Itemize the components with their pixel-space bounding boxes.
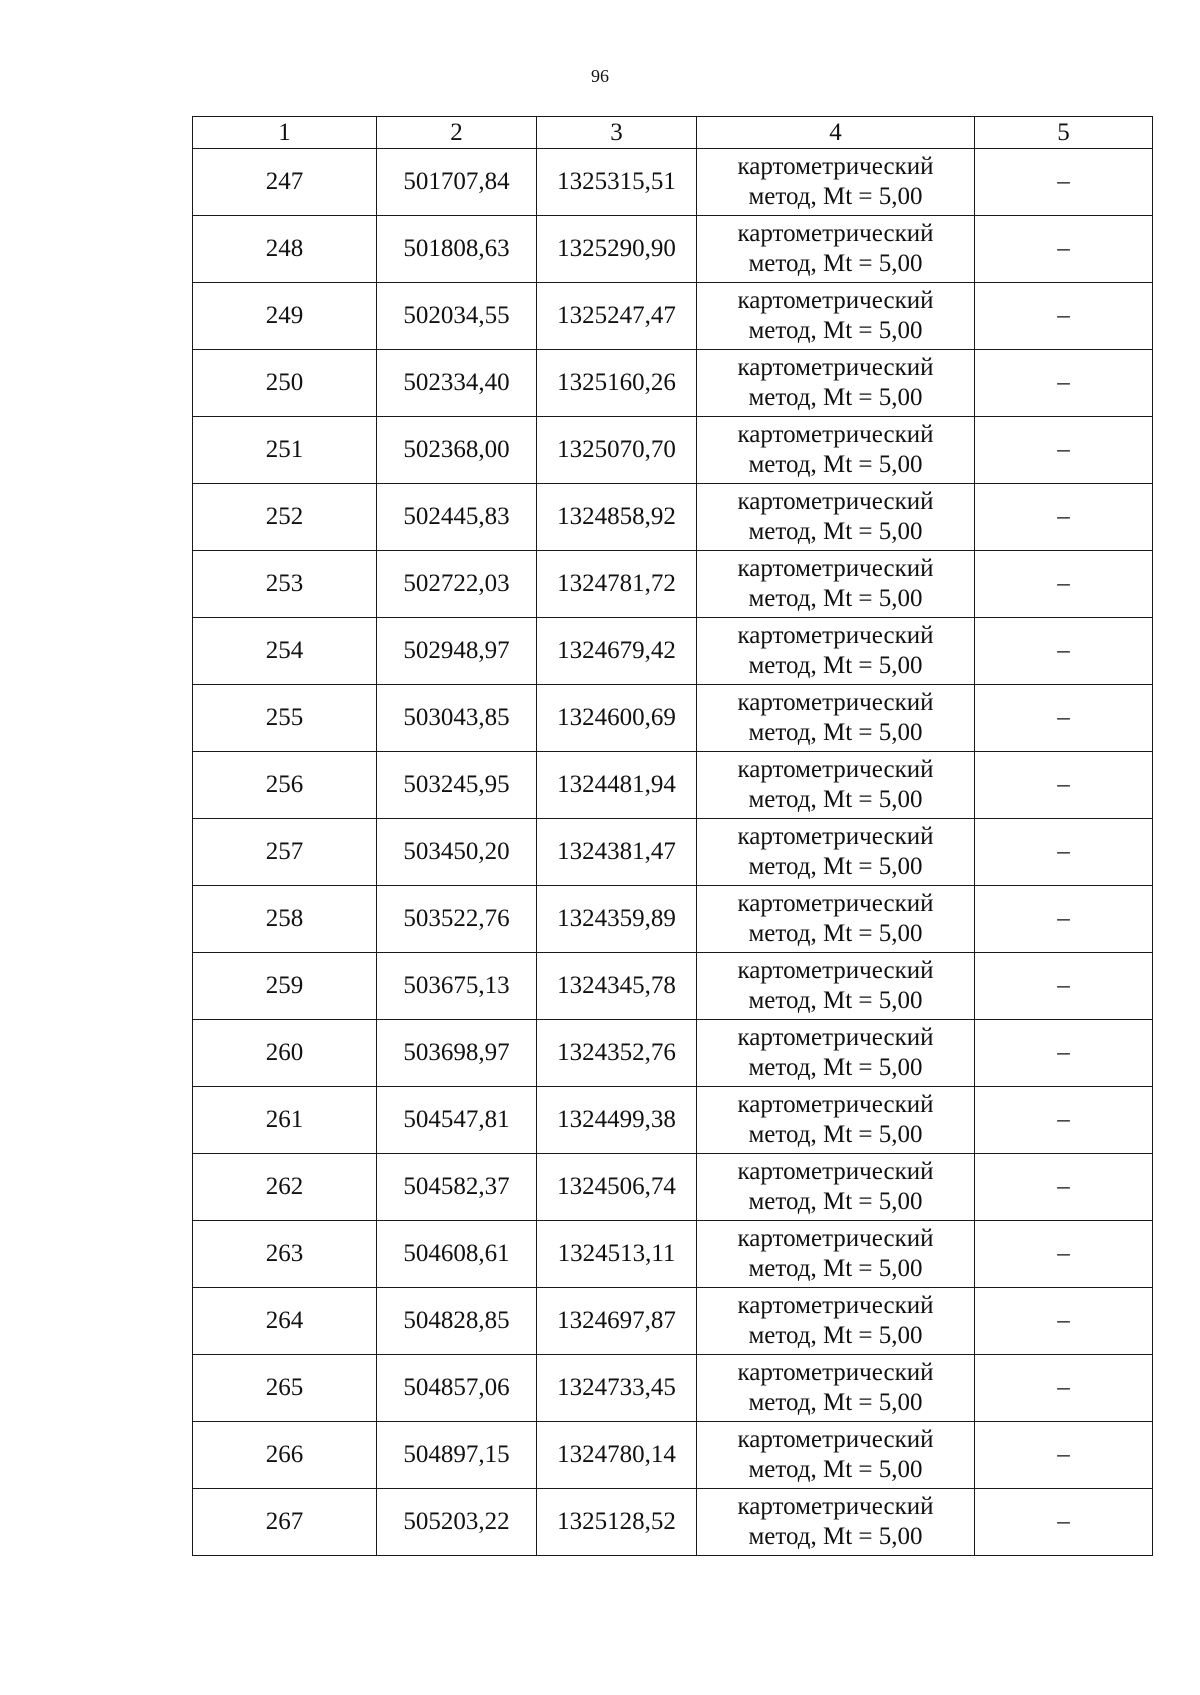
method-line-1: картометрический — [737, 220, 934, 247]
y-coordinate-cell: 1325128,52 — [537, 1489, 697, 1556]
x-coordinate-cell: 501808,63 — [377, 216, 537, 283]
method-line-1: картометрический — [737, 488, 934, 515]
y-coordinate-cell: 1324697,87 — [537, 1288, 697, 1355]
table-row — [193, 216, 1153, 283]
method-line-1: картометрический — [737, 153, 934, 180]
method-line-2: метод, Mt = 5,00 — [748, 317, 923, 344]
method-line-1: картометрический — [737, 689, 934, 716]
y-coordinate-cell: 1324600,69 — [537, 685, 697, 752]
table-row — [193, 484, 1153, 551]
point-number-cell: 263 — [193, 1221, 377, 1288]
table-row — [193, 1087, 1153, 1154]
method-line-2: метод, Mt = 5,00 — [748, 1188, 923, 1215]
table-row — [193, 953, 1153, 1020]
point-number-cell: 267 — [193, 1489, 377, 1556]
method-cell — [697, 1221, 975, 1288]
method-cell — [697, 752, 975, 819]
x-coordinate-cell: 504608,61 — [377, 1221, 537, 1288]
x-coordinate-cell: 504857,06 — [377, 1355, 537, 1422]
method-line-2: метод, Mt = 5,00 — [748, 1255, 923, 1282]
x-coordinate-cell: 504547,81 — [377, 1087, 537, 1154]
method-line-2: метод, Mt = 5,00 — [748, 518, 923, 545]
y-coordinate-cell: 1324858,92 — [537, 484, 697, 551]
y-coordinate-cell: 1324513,11 — [537, 1221, 697, 1288]
point-number-cell: 258 — [193, 886, 377, 953]
x-coordinate-cell: 504897,15 — [377, 1422, 537, 1489]
table-row — [193, 1422, 1153, 1489]
note-cell: – — [975, 685, 1153, 752]
table-row — [193, 1288, 1153, 1355]
point-number-cell: 266 — [193, 1422, 377, 1489]
method-line-2: метод, Mt = 5,00 — [748, 250, 923, 277]
column-header-2: 2 — [377, 117, 537, 149]
method-line-1: картометрический — [737, 622, 934, 649]
x-coordinate-cell: 503698,97 — [377, 1020, 537, 1087]
method-line-2: метод, Mt = 5,00 — [748, 652, 923, 679]
table-header — [193, 117, 1153, 149]
note-cell: – — [975, 283, 1153, 350]
point-number-cell: 251 — [193, 417, 377, 484]
note-cell: – — [975, 1422, 1153, 1489]
x-coordinate-cell: 502368,00 — [377, 417, 537, 484]
method-cell — [697, 417, 975, 484]
table-body — [193, 149, 1153, 1556]
note-cell: – — [975, 1087, 1153, 1154]
method-line-2: метод, Mt = 5,00 — [748, 451, 923, 478]
method-line-2: метод, Mt = 5,00 — [748, 786, 923, 813]
table-row — [193, 1489, 1153, 1556]
header-row — [193, 117, 1153, 149]
table-row — [193, 417, 1153, 484]
method-line-1: картометрический — [737, 1359, 934, 1386]
method-line-1: картометрический — [737, 1426, 934, 1453]
note-cell: – — [975, 618, 1153, 685]
method-line-1: картометрический — [737, 957, 934, 984]
note-cell: – — [975, 149, 1153, 216]
coordinates-table — [192, 116, 1153, 1556]
method-cell — [697, 886, 975, 953]
y-coordinate-cell: 1325315,51 — [537, 149, 697, 216]
method-line-1: картометрический — [737, 1158, 934, 1185]
point-number-cell: 248 — [193, 216, 377, 283]
table-row — [193, 1020, 1153, 1087]
method-cell — [697, 685, 975, 752]
method-cell — [697, 149, 975, 216]
column-header-4: 4 — [697, 117, 975, 149]
method-line-1: картометрический — [737, 421, 934, 448]
method-line-1: картометрический — [737, 287, 934, 314]
method-line-2: метод, Mt = 5,00 — [748, 1054, 923, 1081]
y-coordinate-cell: 1324780,14 — [537, 1422, 697, 1489]
y-coordinate-cell: 1324345,78 — [537, 953, 697, 1020]
table-row — [193, 551, 1153, 618]
note-cell: – — [975, 417, 1153, 484]
method-cell — [697, 1355, 975, 1422]
point-number-cell: 260 — [193, 1020, 377, 1087]
method-cell — [697, 1154, 975, 1221]
table-row — [193, 685, 1153, 752]
note-cell: – — [975, 551, 1153, 618]
y-coordinate-cell: 1325247,47 — [537, 283, 697, 350]
point-number-cell: 261 — [193, 1087, 377, 1154]
x-coordinate-cell: 502034,55 — [377, 283, 537, 350]
method-line-1: картометрический — [737, 1493, 934, 1520]
column-header-1: 1 — [193, 117, 377, 149]
method-cell — [697, 283, 975, 350]
note-cell: – — [975, 886, 1153, 953]
method-cell — [697, 350, 975, 417]
point-number-cell: 253 — [193, 551, 377, 618]
y-coordinate-cell: 1324499,38 — [537, 1087, 697, 1154]
x-coordinate-cell: 501707,84 — [377, 149, 537, 216]
method-cell — [697, 618, 975, 685]
method-cell — [697, 216, 975, 283]
method-line-2: метод, Mt = 5,00 — [748, 1322, 923, 1349]
x-coordinate-cell: 503245,95 — [377, 752, 537, 819]
point-number-cell: 252 — [193, 484, 377, 551]
note-cell: – — [975, 484, 1153, 551]
point-number-cell: 249 — [193, 283, 377, 350]
method-line-1: картометрический — [737, 354, 934, 381]
method-cell — [697, 953, 975, 1020]
method-line-2: метод, Mt = 5,00 — [748, 1456, 923, 1483]
table-row — [193, 1355, 1153, 1422]
x-coordinate-cell: 502722,03 — [377, 551, 537, 618]
method-line-2: метод, Mt = 5,00 — [748, 920, 923, 947]
x-coordinate-cell: 503675,13 — [377, 953, 537, 1020]
note-cell: – — [975, 819, 1153, 886]
y-coordinate-cell: 1324381,47 — [537, 819, 697, 886]
y-coordinate-cell: 1325160,26 — [537, 350, 697, 417]
note-cell: – — [975, 1355, 1153, 1422]
table-row — [193, 1154, 1153, 1221]
method-cell — [697, 1422, 975, 1489]
method-cell — [697, 1288, 975, 1355]
y-coordinate-cell: 1325070,70 — [537, 417, 697, 484]
table-row — [193, 149, 1153, 216]
method-cell — [697, 1087, 975, 1154]
table-row — [193, 886, 1153, 953]
y-coordinate-cell: 1324506,74 — [537, 1154, 697, 1221]
y-coordinate-cell: 1324733,45 — [537, 1355, 697, 1422]
method-line-1: картометрический — [737, 1024, 934, 1051]
method-cell — [697, 551, 975, 618]
note-cell: – — [975, 1221, 1153, 1288]
point-number-cell: 265 — [193, 1355, 377, 1422]
x-coordinate-cell: 505203,22 — [377, 1489, 537, 1556]
method-line-2: метод, Mt = 5,00 — [748, 987, 923, 1014]
x-coordinate-cell: 504828,85 — [377, 1288, 537, 1355]
point-number-cell: 257 — [193, 819, 377, 886]
method-cell — [697, 1020, 975, 1087]
table-row — [193, 752, 1153, 819]
note-cell: – — [975, 1489, 1153, 1556]
table-row — [193, 283, 1153, 350]
method-line-1: картометрический — [737, 1225, 934, 1252]
y-coordinate-cell: 1324781,72 — [537, 551, 697, 618]
method-line-1: картометрический — [737, 1091, 934, 1118]
method-line-2: метод, Mt = 5,00 — [748, 1389, 923, 1416]
method-line-2: метод, Mt = 5,00 — [748, 719, 923, 746]
method-line-2: метод, Mt = 5,00 — [748, 183, 923, 210]
method-line-1: картометрический — [737, 823, 934, 850]
method-line-2: метод, Mt = 5,00 — [748, 1121, 923, 1148]
method-line-2: метод, Mt = 5,00 — [748, 1523, 923, 1550]
x-coordinate-cell: 502445,83 — [377, 484, 537, 551]
y-coordinate-cell: 1324359,89 — [537, 886, 697, 953]
x-coordinate-cell: 503043,85 — [377, 685, 537, 752]
note-cell: – — [975, 350, 1153, 417]
note-cell: – — [975, 1020, 1153, 1087]
column-header-5: 5 — [975, 117, 1153, 149]
page-number: 96 — [591, 66, 609, 86]
method-cell — [697, 1489, 975, 1556]
x-coordinate-cell: 502948,97 — [377, 618, 537, 685]
point-number-cell: 247 — [193, 149, 377, 216]
point-number-cell: 250 — [193, 350, 377, 417]
y-coordinate-cell: 1324352,76 — [537, 1020, 697, 1087]
column-header-3: 3 — [537, 117, 697, 149]
y-coordinate-cell: 1325290,90 — [537, 216, 697, 283]
method-line-1: картометрический — [737, 890, 934, 917]
x-coordinate-cell: 502334,40 — [377, 350, 537, 417]
method-cell — [697, 819, 975, 886]
table-row — [193, 350, 1153, 417]
method-cell — [697, 484, 975, 551]
y-coordinate-cell: 1324679,42 — [537, 618, 697, 685]
note-cell: – — [975, 752, 1153, 819]
note-cell: – — [975, 1288, 1153, 1355]
point-number-cell: 256 — [193, 752, 377, 819]
point-number-cell: 255 — [193, 685, 377, 752]
method-line-2: метод, Mt = 5,00 — [748, 585, 923, 612]
note-cell: – — [975, 953, 1153, 1020]
method-line-2: метод, Mt = 5,00 — [748, 853, 923, 880]
x-coordinate-cell: 503522,76 — [377, 886, 537, 953]
method-line-1: картометрический — [737, 555, 934, 582]
method-line-1: картометрический — [737, 1292, 934, 1319]
x-coordinate-cell: 503450,20 — [377, 819, 537, 886]
method-line-1: картометрический — [737, 756, 934, 783]
point-number-cell: 264 — [193, 1288, 377, 1355]
point-number-cell: 254 — [193, 618, 377, 685]
y-coordinate-cell: 1324481,94 — [537, 752, 697, 819]
x-coordinate-cell: 504582,37 — [377, 1154, 537, 1221]
note-cell: – — [975, 1154, 1153, 1221]
point-number-cell: 262 — [193, 1154, 377, 1221]
table-row — [193, 1221, 1153, 1288]
table-row — [193, 618, 1153, 685]
method-line-2: метод, Mt = 5,00 — [748, 384, 923, 411]
note-cell: – — [975, 216, 1153, 283]
table-row — [193, 819, 1153, 886]
point-number-cell: 259 — [193, 953, 377, 1020]
